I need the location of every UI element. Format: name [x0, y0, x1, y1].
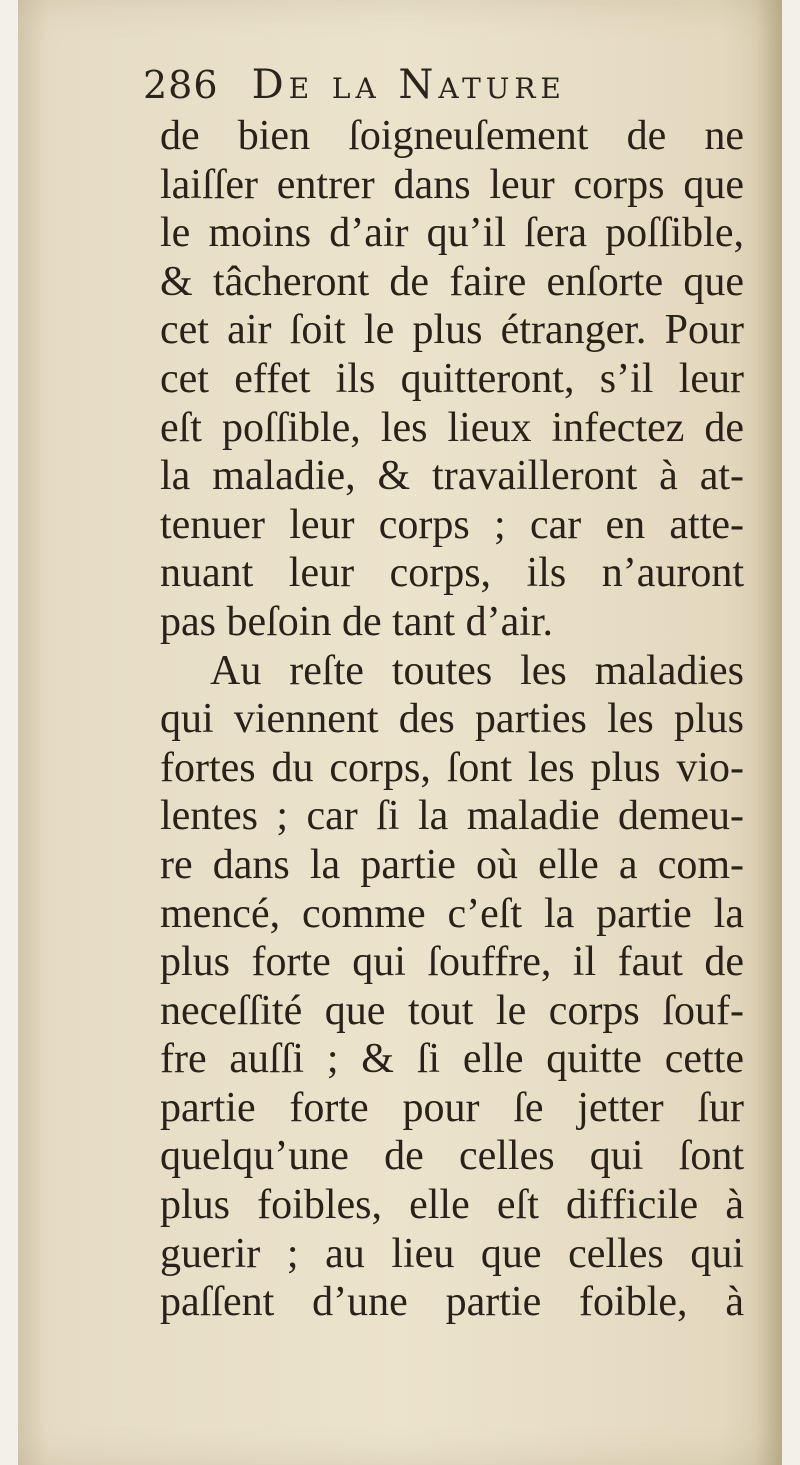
- text-line: nuant leur corps, ils n’auront: [160, 550, 744, 597]
- running-title: De la Nature: [251, 62, 566, 108]
- text-line: fre auſſi ; & ſi elle quitte cette: [160, 1036, 744, 1083]
- text-line: guerir ; au lieu que celles qui: [160, 1230, 744, 1277]
- text-line: eſt poſſible, les lieux infectez de: [160, 404, 744, 451]
- text-line: plus foibles, elle eſt difficile à: [160, 1182, 744, 1229]
- body-text: [160, 112, 744, 1327]
- text-line: lentes ; car ſi la maladie demeu-: [160, 793, 744, 840]
- text-line: quelqu’une de celles qui ſont: [160, 1133, 744, 1180]
- text-line: cet air ſoit le plus étranger. Pour: [160, 307, 744, 354]
- text-line: neceſſité que tout le corps ſouf-: [160, 987, 744, 1034]
- page-number: 286: [143, 63, 219, 107]
- text-line: mencé, comme c’eſt la partie la: [160, 890, 744, 937]
- text-line: fortes du corps, ſont les plus vio-: [160, 744, 744, 791]
- text-line: le moins d’air qu’il ſera poſſible,: [160, 210, 744, 257]
- text-line: paſſent d’une partie foible, à: [160, 1279, 744, 1326]
- text-line: de bien ſoigneuſement de ne: [160, 113, 744, 159]
- text-line: re dans la partie où elle a com-: [160, 841, 744, 888]
- text-line: la maladie, & travailleront à at-: [160, 453, 744, 500]
- page-gutter-shadow: [756, 0, 782, 1465]
- text-line: partie forte pour ſe jetter ſur: [160, 1084, 744, 1131]
- paragraph-end-line: pas beſoin de tant d’air.: [160, 598, 554, 645]
- text-line: cet effet ils quitteront, s’il leur: [160, 355, 744, 402]
- text-line: tenuer leur corps ; car en atte-: [160, 501, 744, 548]
- text-line: qui viennent des parties les plus: [160, 696, 744, 743]
- text-line: & tâcheront de faire enſorte que: [160, 258, 744, 305]
- text-line: plus forte qui ſouffre, il faut de: [160, 939, 744, 986]
- text-line: laiſſer entrer dans leur corps que: [160, 161, 744, 208]
- paragraph-start-line: Au reſte toutes les maladies: [210, 647, 744, 694]
